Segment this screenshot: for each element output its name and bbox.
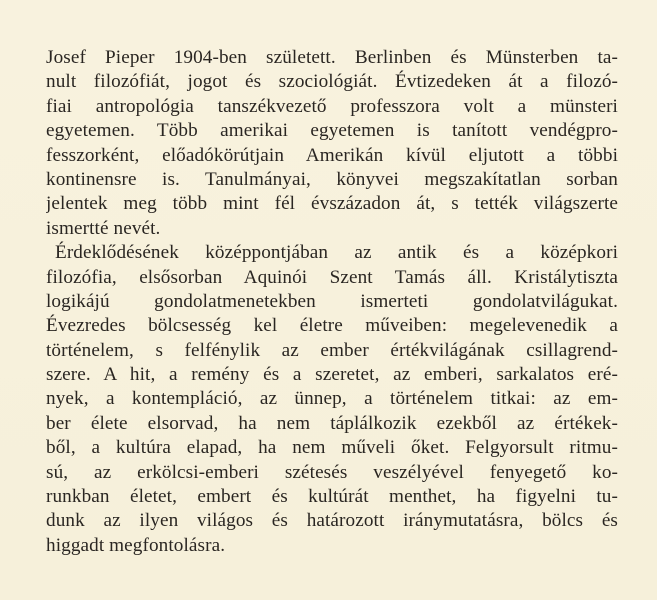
text-line: Évezredes bölcsesség kel életre műveiben: megelevenedik a bbox=[46, 315, 618, 337]
paragraph-2 bbox=[46, 241, 618, 558]
text-line: ből, a kultúra elapad, ha nem műveli őket. Felgyorsult ritmu- bbox=[46, 437, 618, 459]
text-line: sú, az erkölcsi-emberi szétesés veszélyével fenyegető ko- bbox=[46, 461, 618, 483]
text-line: egyetemen. Több amerikai egyetemen is tanított vendégpro- bbox=[46, 120, 618, 142]
text-line: szere. A hit, a remény és a szeretet, az emberi, sarkalatos eré- bbox=[46, 364, 618, 386]
text-line: nult filozófiát, jogot és szociológiát. Évtizedeken át a filozó- bbox=[46, 71, 618, 93]
text-line: kontinensre is. Tanulmányai, könyvei megszakítatlan sorban bbox=[46, 168, 618, 190]
body-text bbox=[46, 46, 618, 558]
text-line: runkban életet, embert és kultúrát menthet, ha figyelni tu- bbox=[46, 486, 618, 508]
text-line: fesszorként, előadókörútjain Amerikán kívül eljutott a többi bbox=[46, 144, 618, 166]
text-line: Josef Pieper 1904-ben született. Berlinben és Münsterben ta- bbox=[46, 47, 618, 68]
text-line: higgadt megfontolásra. bbox=[46, 534, 226, 556]
text-line: ismertté nevét. bbox=[46, 217, 161, 239]
text-line: nyek, a kontempláció, az ünnep, a történelem titkai: az em- bbox=[46, 388, 618, 410]
paragraph-1 bbox=[46, 46, 618, 241]
text-line: történelem, s felfénylik az ember értékvilágának csillagrend- bbox=[46, 339, 618, 361]
text-line: jelentek meg több mint fél évszázadon át, s tették világszerte bbox=[46, 193, 618, 215]
text-line: logikájú gondolatmenetekben ismerteti gondolatvilágukat. bbox=[46, 290, 618, 312]
text-line: filozófia, elsősorban Aquinói Szent Tamás áll. Kristálytiszta bbox=[46, 266, 618, 288]
text-line: Érdeklődésének középpontjában az antik és a középkori bbox=[55, 242, 618, 264]
text-line: ber élete elsorvad, ha nem táplálkozik ezekből az értékek- bbox=[46, 412, 618, 434]
text-line: dunk az ilyen világos és határozott iránymutatásra, bölcs és bbox=[46, 510, 618, 532]
text-line: fiai antropológia tanszékvezető professzora volt a münsteri bbox=[46, 95, 618, 117]
